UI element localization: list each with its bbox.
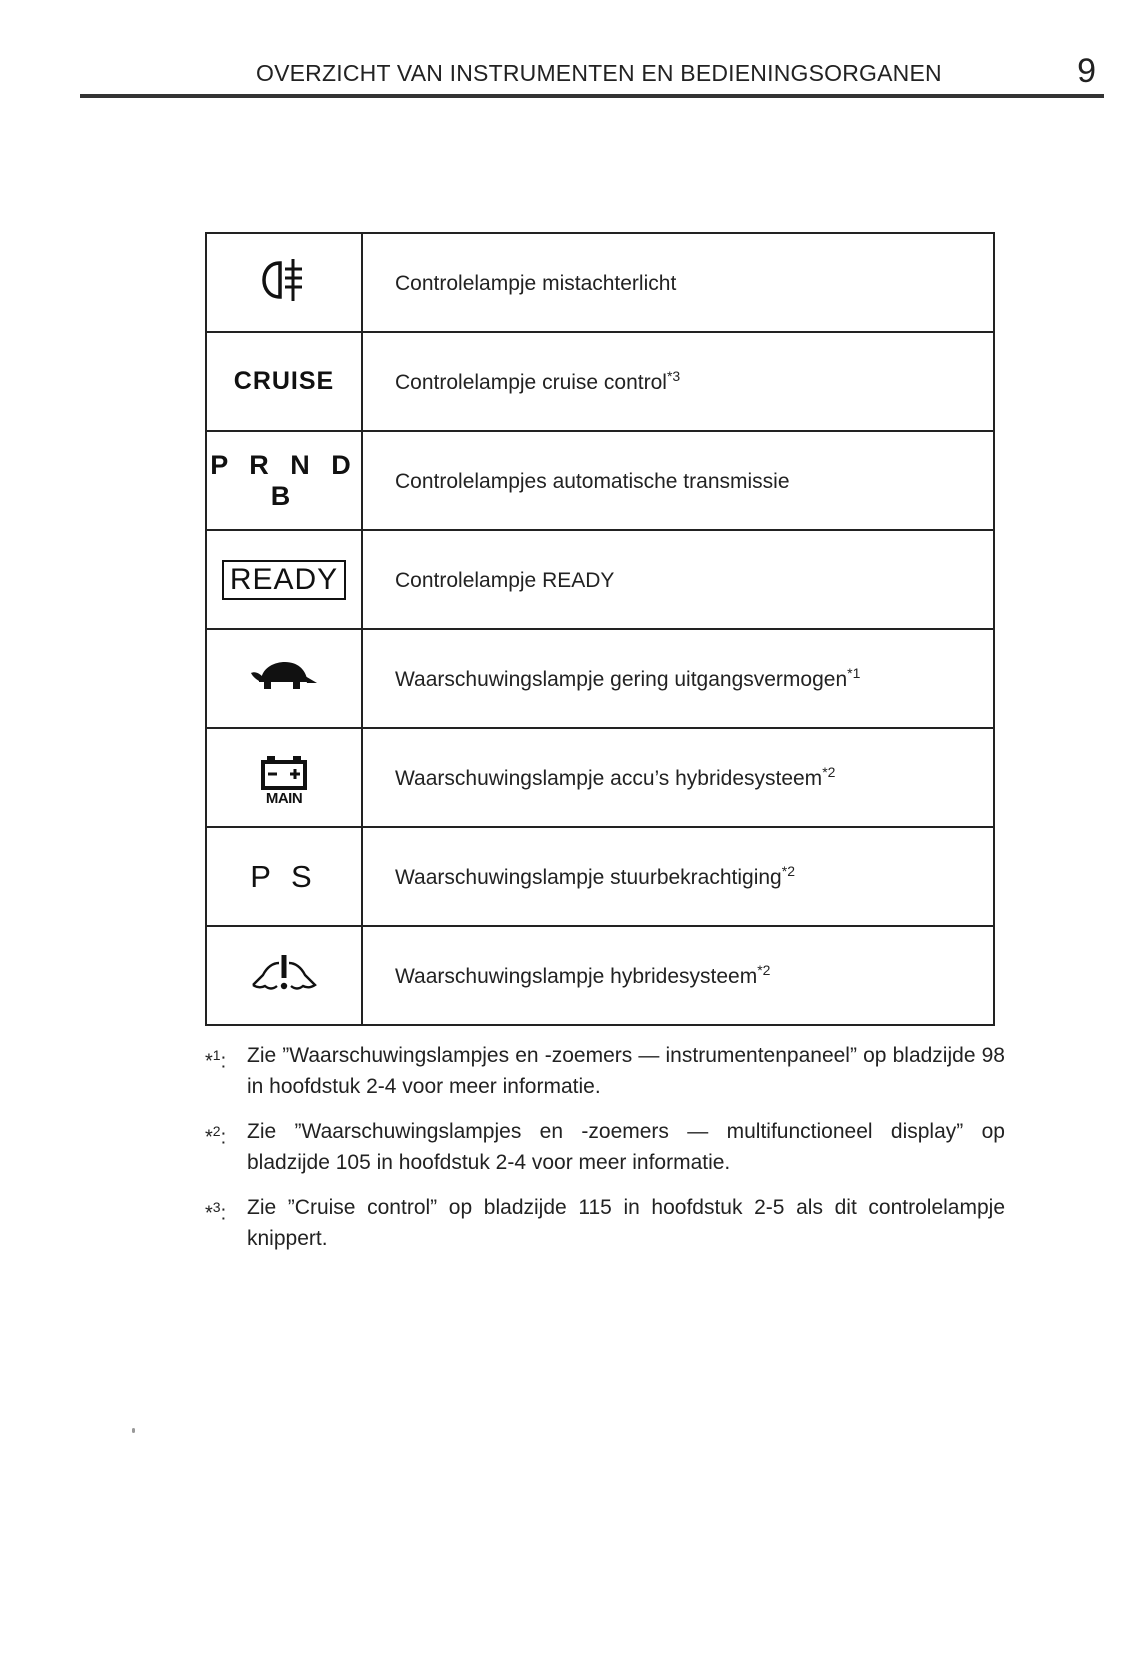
footnote-1: [205, 1040, 1005, 1102]
footnote-2: [205, 1116, 1005, 1178]
symbol-cell: [206, 926, 362, 1025]
turtle-icon: [249, 659, 319, 693]
footnotes: [205, 1040, 1005, 1268]
description-cell: Waarschuwingslampje accu’s hybridesysteem$^{*2}$: [362, 728, 994, 827]
footnote-marker: *$^1$:: [205, 1047, 227, 1073]
scan-speck: [132, 1428, 135, 1433]
table-row: [206, 332, 994, 431]
footnote-marker: *$^2$:: [205, 1123, 227, 1149]
cruise-symbol: CRUISE: [233, 367, 335, 395]
description-cell: Waarschuwingslampje gering uitgangsvermogen$^{*1}$: [362, 629, 994, 728]
gear-position-symbol: P R N D B: [210, 449, 358, 511]
symbol-cell: [206, 827, 362, 926]
symbol-cell: [206, 233, 362, 332]
header-rule: [80, 94, 1104, 98]
symbol-cell: [206, 431, 362, 530]
table-row: [206, 926, 994, 1025]
footnote-marker: *$^3$:: [205, 1199, 227, 1225]
symbol-cell: [206, 332, 362, 431]
footnote-text: Zie ”Waarschuwingslampjes en -zoemers — instrumentenpaneel” op bladzijde 98 in hoofdstuk 2-4 voor meer informatie.: [247, 1044, 1005, 1098]
footnote-text: Zie ”Waarschuwingslampjes en -zoemers — multifunctioneel display” op bladzijde 105 in hoofdstuk 2-4 voor meer informatie.: [247, 1120, 1005, 1174]
table-row: [206, 530, 994, 629]
ready-symbol: READY: [222, 560, 346, 600]
footnote-3: [205, 1192, 1005, 1254]
page-title: OVERZICHT VAN INSTRUMENTEN EN BEDIENINGSORGANEN: [256, 60, 942, 86]
table-row: [206, 728, 994, 827]
hybrid-system-warning-icon: [249, 953, 319, 993]
table-row: [206, 827, 994, 926]
page-header: [80, 52, 1104, 102]
table-row: [206, 431, 994, 530]
description-cell: Waarschuwingslampje stuurbekrachtiging$^{*2}$: [362, 827, 994, 926]
rear-fog-light-icon: [260, 257, 308, 303]
table-row: [206, 233, 994, 332]
battery-icon: [259, 754, 309, 790]
symbol-cell: [206, 728, 362, 827]
power-steering-symbol: P S: [250, 858, 318, 894]
description-cell: Controlelampje READY: [362, 530, 994, 629]
indicator-table: [205, 232, 995, 1026]
symbol-cell: [206, 530, 362, 629]
description-cell: Controlelampjes automatische transmissie: [362, 431, 994, 530]
footnote-text: Zie ”Cruise control” op bladzijde 115 in hoofdstuk 2-5 als dit controlelampje knippert.: [247, 1196, 1005, 1250]
description-cell: Waarschuwingslampje hybridesysteem$^{*2}$: [362, 926, 994, 1025]
main-label: MAIN: [265, 790, 303, 807]
description-cell: Controlelampje mistachterlicht: [362, 233, 994, 332]
description-cell: Controlelampje cruise control$^{*3}$: [362, 332, 994, 431]
table-row: [206, 629, 994, 728]
page-number: 9: [1077, 52, 1096, 90]
symbol-cell: [206, 629, 362, 728]
